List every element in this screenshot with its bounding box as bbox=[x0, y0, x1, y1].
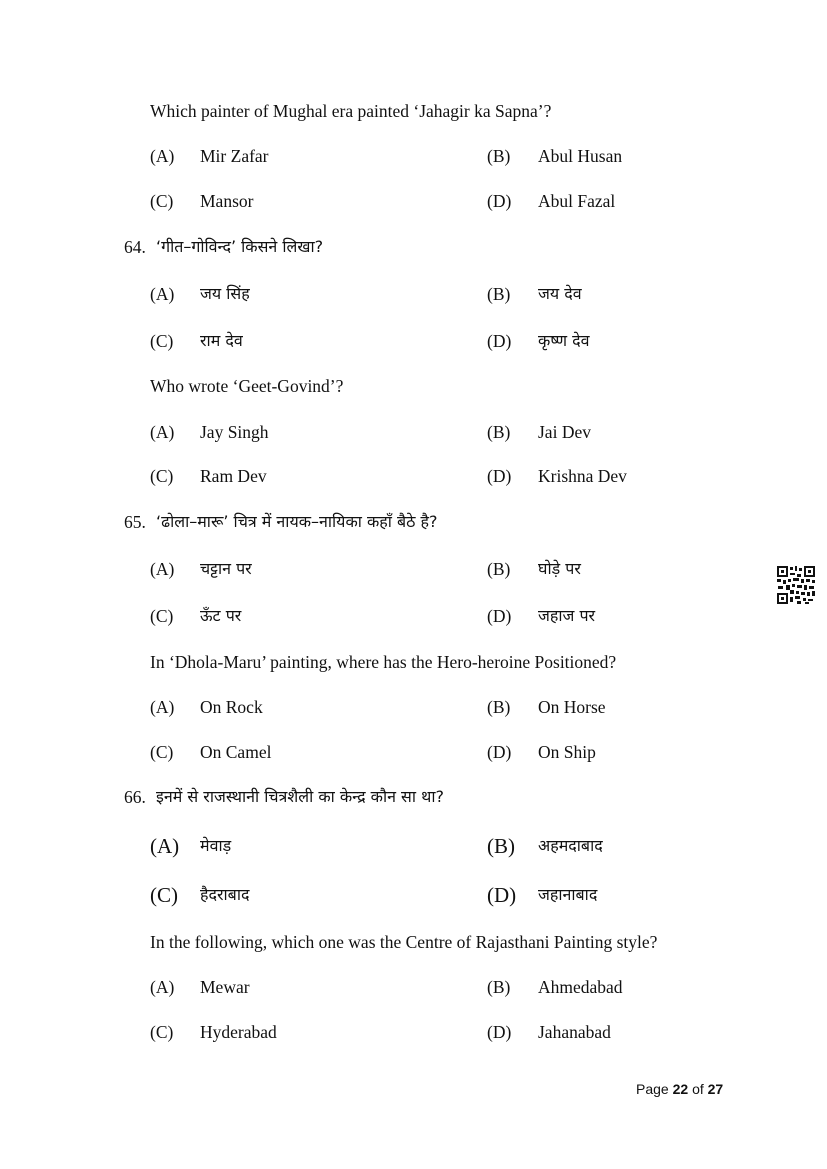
q66-option-c-text-en: Hyderabad bbox=[200, 1022, 277, 1042]
q63-option-c-letter: (C) bbox=[150, 191, 174, 211]
q64-option-c-text-hi: राम देव bbox=[200, 331, 243, 350]
q66-option-d-text-hi: जहानाबाद bbox=[538, 885, 598, 904]
q64-option-d-text-en: Krishna Dev bbox=[538, 466, 627, 486]
q66-option-b-letter-en: (B) bbox=[487, 977, 511, 997]
q66-option-d-text-en: Jahanabad bbox=[538, 1022, 611, 1042]
q64-option-b-text-en: Jai Dev bbox=[538, 422, 591, 442]
q65-option-b-letter-en: (B) bbox=[487, 697, 511, 717]
q65-option-b-text-hi: घोड़े पर bbox=[538, 559, 581, 578]
qr-code-icon bbox=[776, 565, 816, 605]
q63-option-a-letter: (A) bbox=[150, 146, 175, 166]
q66-option-a-text-hi: मेवाड़ bbox=[200, 836, 232, 855]
q65-option-a-letter-hi: (A) bbox=[150, 559, 175, 579]
q66-option-b-letter-hi: (B) bbox=[487, 834, 515, 858]
q65-question-en: In ‘Dhola-Maru’ painting, where has the Hero-heroine Positioned? bbox=[150, 652, 617, 672]
q64-option-c-letter-hi: (C) bbox=[150, 331, 174, 351]
q64-option-d-text-hi: कृष्ण देव bbox=[538, 331, 590, 350]
q63-option-a-text: Mir Zafar bbox=[200, 146, 269, 166]
q65-option-d-text-hi: जहाज पर bbox=[538, 606, 596, 625]
q63-option-d-letter: (D) bbox=[487, 191, 512, 211]
q64-option-d-letter-en: (D) bbox=[487, 466, 512, 486]
q66-option-a-letter-hi: (A) bbox=[150, 834, 180, 858]
q63-option-b-letter: (B) bbox=[487, 146, 511, 166]
footer-of-word: of bbox=[692, 1081, 704, 1097]
q65-option-a-text-hi: चट्टान पर bbox=[200, 559, 252, 578]
q66-option-a-text-en: Mewar bbox=[200, 977, 250, 997]
page-number-footer bbox=[636, 1081, 723, 1097]
q64-option-a-letter-hi: (A) bbox=[150, 284, 175, 304]
q64-question-hi: ‘गीत–गोविन्द’ किसने लिखा? bbox=[156, 237, 324, 256]
q64-option-b-letter-hi: (B) bbox=[487, 284, 511, 304]
q65-option-c-text-en: On Camel bbox=[200, 742, 272, 762]
q66-question-hi: इनमें से राजस्थानी चित्रशैली का केन्द्र कौन सा था? bbox=[156, 787, 444, 806]
q66-option-c-letter-en: (C) bbox=[150, 1022, 174, 1042]
q63-option-c-text: Mansor bbox=[200, 191, 254, 211]
q66-question-en: In the following, which one was the Centre of Rajasthani Painting style? bbox=[150, 932, 658, 952]
q65-question-hi: ‘ढोला–मारू’ चित्र में नायक–नायिका कहाँ बैठे है? bbox=[156, 512, 438, 531]
q66-option-d-letter-en: (D) bbox=[487, 1022, 512, 1042]
q66-option-c-letter-hi: (C) bbox=[150, 883, 178, 907]
q64-option-b-text-hi: जय देव bbox=[538, 284, 582, 303]
footer-page-word: Page bbox=[636, 1081, 669, 1097]
q66-option-a-letter-en: (A) bbox=[150, 977, 175, 997]
q65-option-d-letter-en: (D) bbox=[487, 742, 512, 762]
q65-option-b-text-en: On Horse bbox=[538, 697, 606, 717]
footer-page-total: 27 bbox=[707, 1081, 724, 1097]
q63-question-en: Which painter of Mughal era painted ‘Jahagir ka Sapna’? bbox=[150, 101, 552, 121]
q65-option-d-text-en: On Ship bbox=[538, 742, 596, 762]
q65-number: 65. bbox=[124, 512, 146, 532]
q64-option-a-text-hi: जय सिंह bbox=[200, 284, 250, 303]
q64-option-a-text-en: Jay Singh bbox=[200, 422, 269, 442]
q64-option-d-letter-hi: (D) bbox=[487, 331, 512, 351]
q64-option-c-letter-en: (C) bbox=[150, 466, 174, 486]
q65-option-b-letter-hi: (B) bbox=[487, 559, 511, 579]
q66-option-d-letter-hi: (D) bbox=[487, 883, 517, 907]
q63-option-b-text: Abul Husan bbox=[538, 146, 623, 166]
q64-option-b-letter-en: (B) bbox=[487, 422, 511, 442]
q66-number: 66. bbox=[124, 787, 146, 807]
q65-option-d-letter-hi: (D) bbox=[487, 606, 512, 626]
q63-option-d-text: Abul Fazal bbox=[538, 191, 616, 211]
q64-number: 64. bbox=[124, 237, 146, 257]
q65-option-c-letter-en: (C) bbox=[150, 742, 174, 762]
q65-option-a-text-en: On Rock bbox=[200, 697, 263, 717]
q65-option-a-letter-en: (A) bbox=[150, 697, 175, 717]
q64-question-en: Who wrote ‘Geet-Govind’? bbox=[150, 376, 344, 396]
q66-option-b-text-hi: अहमदाबाद bbox=[538, 836, 603, 855]
footer-page-current: 22 bbox=[672, 1081, 689, 1097]
q64-option-c-text-en: Ram Dev bbox=[200, 466, 267, 486]
q64-option-a-letter-en: (A) bbox=[150, 422, 175, 442]
q66-option-c-text-hi: हैदराबाद bbox=[200, 885, 250, 904]
q66-option-b-text-en: Ahmedabad bbox=[538, 977, 623, 997]
q65-option-c-letter-hi: (C) bbox=[150, 606, 174, 626]
q65-option-c-text-hi: ऊँट पर bbox=[200, 606, 242, 625]
